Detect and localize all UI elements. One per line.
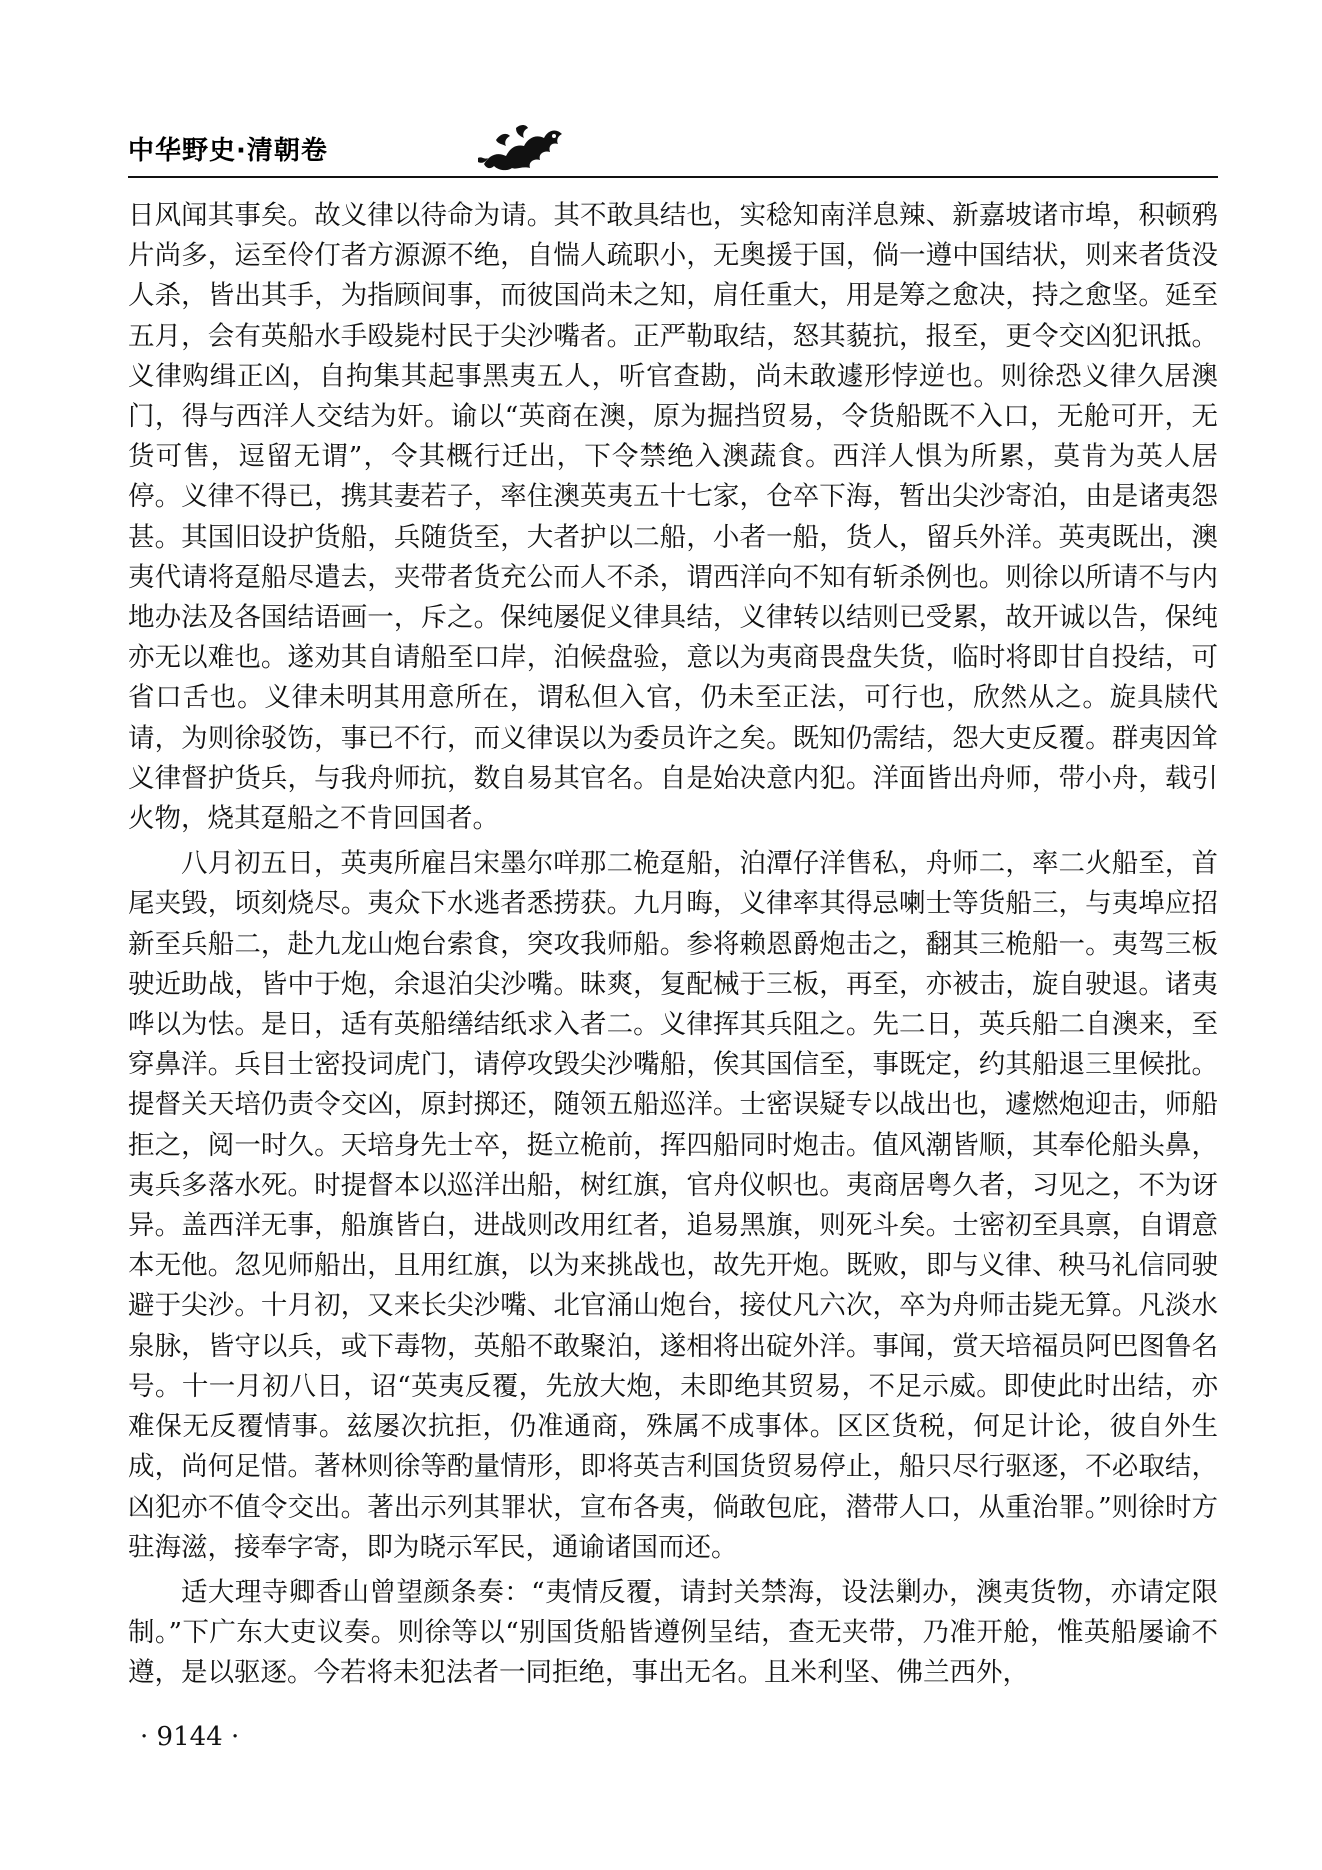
- body-text: [128, 196, 1218, 1694]
- page-header: [128, 118, 1216, 178]
- paragraph-1: 日风闻其事矣。故义律以待命为请。其不敢具结也，实稔知南洋息辣、新嘉坡诸市埠，积顿鸦片尚多，运至伶仃者方源源不绝，自惴人疏职小，无奥援于国，倘一遵中国结状，则来者货没人杀，皆出其手，为指顾间事，而彼国尚未之知，肩任重大，用是筹之愈决，持之愈坚。延至五月，会有英船水手殴毙村民于尖沙嘴者。正严勒取结，怒其藐抗，报至，更令交凶犯讯抵。义律购缉正凶，自拘集其起事黑夷五人，听官查勘，尚未敢遽形悖逆也。则徐恐义律久居澳门，得与西洋人交结为奸。谕以“英商在澳，原为掘挡贸易，令货船既不入口，无舱可开，无货可售，逗留无谓”，令其概行迁出，下令禁绝入澳蔬食。西洋人惧为所累，莫肯为英人居停。义律不得已，携其妻若子，率住澳英夷五十七家，仓卒下海，暂出尖沙寄泊，由是诸夷怨甚。其国旧设护货船，兵随货至，大者护以二船，小者一船，货人，留兵外洋。英夷既出，澳夷代请将趸船尽遣去，夹带者货充公而人不杀，谓西洋向不知有斩杀例也。则徐以所请不与内地办法及各国结语画一，斥之。保纯屡促义律具结，义律转以结则已受累，故开诚以告，保纯亦无以难也。遂劝其自请船至口岸，泊候盘验，意以为夷商畏盘失货，临时将即甘自投结，可省口舌也。义律未明其用意所在，谓私但入官，仍未至正法，可行也，欣然从之。旋具牍代请，为则徐驳饬，事已不行，而义律误以为委员许之矣。既知仍需结，怨大吏反覆。群夷因耸义律督护货兵，与我舟师抗，数自易其官名。自是始决意内犯。洋面皆出舟师，带小舟，载引火物，烧其趸船之不肯回国者。: [128, 200, 1218, 835]
- paragraph-3: 适大理寺卿香山曾望颜条奏：“夷情反覆，请封关禁海，设法剿办，澳夷货物，亦请定限制。”下广东大吏议奏。则徐等以“别国货船皆遵例呈结，查无夹带，乃准开舱，惟英船屡谕不遵，是以驱逐。今若将未犯法者一同拒绝，事出无名。且米利坚、佛兰西外，: [128, 1576, 1218, 1689]
- book-title: 中华野史·清朝卷: [128, 136, 328, 166]
- page-number: · 9144 ·: [140, 1722, 240, 1752]
- dragon-emblem-icon: [476, 118, 568, 174]
- header-rule: [128, 176, 1218, 178]
- paragraph-2: 八月初五日，英夷所雇吕宋墨尔咩那二桅趸船，泊潭仔洋售私，舟师二，率二火船至，首尾夹毁，顷刻烧尽。夷众下水逃者悉捞获。九月晦，义律率其得忌喇士等货船三，与夷埠应招新至兵船二，赴九龙山炮台索食，突攻我师船。参将赖恩爵炮击之，翻其三桅船一。夷驾三板驶近助战，皆中于炮，余退泊尖沙嘴。昧爽，复配械于三板，再至，亦被击，旋自驶退。诸夷哗以为怯。是日，适有英船缮结纸求入者二。义律挥其兵阻之。先二日，英兵船二自澳来，至穿鼻洋。兵目士密投词虎门，请停攻毁尖沙嘴船，俟其国信至，事既定，约其船退三里候批。提督关天培仍责令交凶，原封掷还，随领五船巡洋。士密误疑专以战出也，遽燃炮迎击，师船拒之，阅一时久。天培身先士卒，挺立桅前，挥四船同时炮击。值风潮皆顺，其奉伦船头鼻，夷兵多落水死。时提督本以巡洋出船，树红旗，官舟仪帜也。夷商居粤久者，习见之，不为讶异。盖西洋无事，船旗皆白，进战则改用红者，追易黑旗，则死斗矣。士密初至具禀，自谓意本无他。忽见师船出，且用红旗，以为来挑战也，故先开炮。既败，即与义律、秧马礼信同驶避于尖沙。十月初，又来长尖沙嘴、北官涌山炮台，接仗凡六次，卒为舟师击毙无算。凡淡水泉脉，皆守以兵，或下毒物，英船不敢聚泊，遂相将出碇外洋。事闻，赏天培福员阿巴图鲁名号。十一月初八日，诏“英夷反覆，先放大炮，未即绝其贸易，不足示威。即使此时出结，亦难保无反覆情事。兹屡次抗拒，仍准通商，殊属不成事体。区区货税，何足计论，彼自外生成，尚何足惜。著林则徐等酌量情形，即将英吉利国货贸易停止，船只尽行驱逐，不必取结，凶犯亦不值令交出。著出示列其罪状，宣布各夷，倘敢包庇，潜带人口，从重治罪。”则徐时方驻海滋，接奉字寄，即为晓示军民，通谕诸国而还。: [128, 848, 1218, 1563]
